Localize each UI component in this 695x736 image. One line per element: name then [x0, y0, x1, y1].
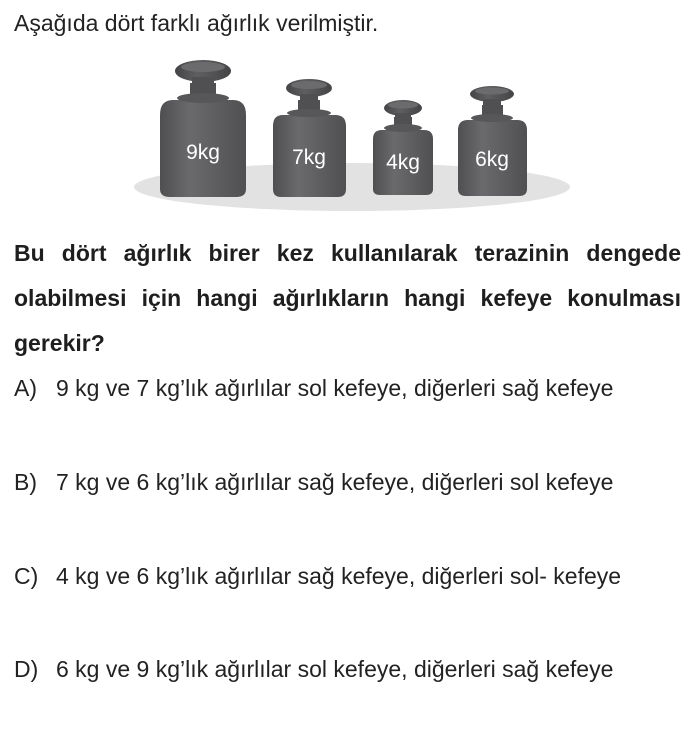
weight-label-7kg: 7kg [292, 146, 326, 169]
option-a-text: 9 kg ve 7 kg’lık ağırlılar sol kefeye, diğerleri sağ kefeye [56, 375, 614, 401]
weight-6kg [458, 86, 527, 196]
weights-svg [120, 55, 580, 220]
weight-label-4kg: 4kg [386, 151, 420, 174]
option-d-text: 6 kg ve 9 kg’lık ağırlılar sol kefeye, diğerleri sağ kefeye [56, 656, 614, 682]
weight-label-9kg: 9kg [186, 141, 220, 164]
option-a-letter: A) [14, 375, 37, 401]
weight-label-6kg: 6kg [475, 148, 509, 171]
question-text: Bu dört ağırlık birer kez kullanılarak terazinin dengede olabilmesi için hangi ağırlıkların hangi kefeye konulması gerekir? [14, 240, 681, 356]
weight-4kg [373, 100, 433, 195]
option-b[interactable] [14, 459, 681, 505]
option-d[interactable] [14, 646, 681, 692]
option-d-letter: D) [14, 656, 39, 682]
weight-9kg [160, 60, 246, 197]
weight-7kg [273, 79, 346, 197]
option-b-letter: B) [14, 469, 37, 495]
option-a[interactable] [14, 365, 681, 411]
option-b-text: 7 kg ve 6 kg’lık ağırlılar sağ kefeye, diğerleri sol kefeye [56, 469, 614, 495]
intro-text: Aşağıda dört farklı ağırlık verilmiştir. [14, 10, 379, 36]
option-c-text: 4 kg ve 6 kg’lık ağırlılar sağ kefeye, diğerleri sol- kefeye [56, 563, 622, 589]
option-c-letter: C) [14, 563, 39, 589]
weights-illustration [120, 55, 580, 220]
option-c[interactable] [14, 553, 681, 599]
